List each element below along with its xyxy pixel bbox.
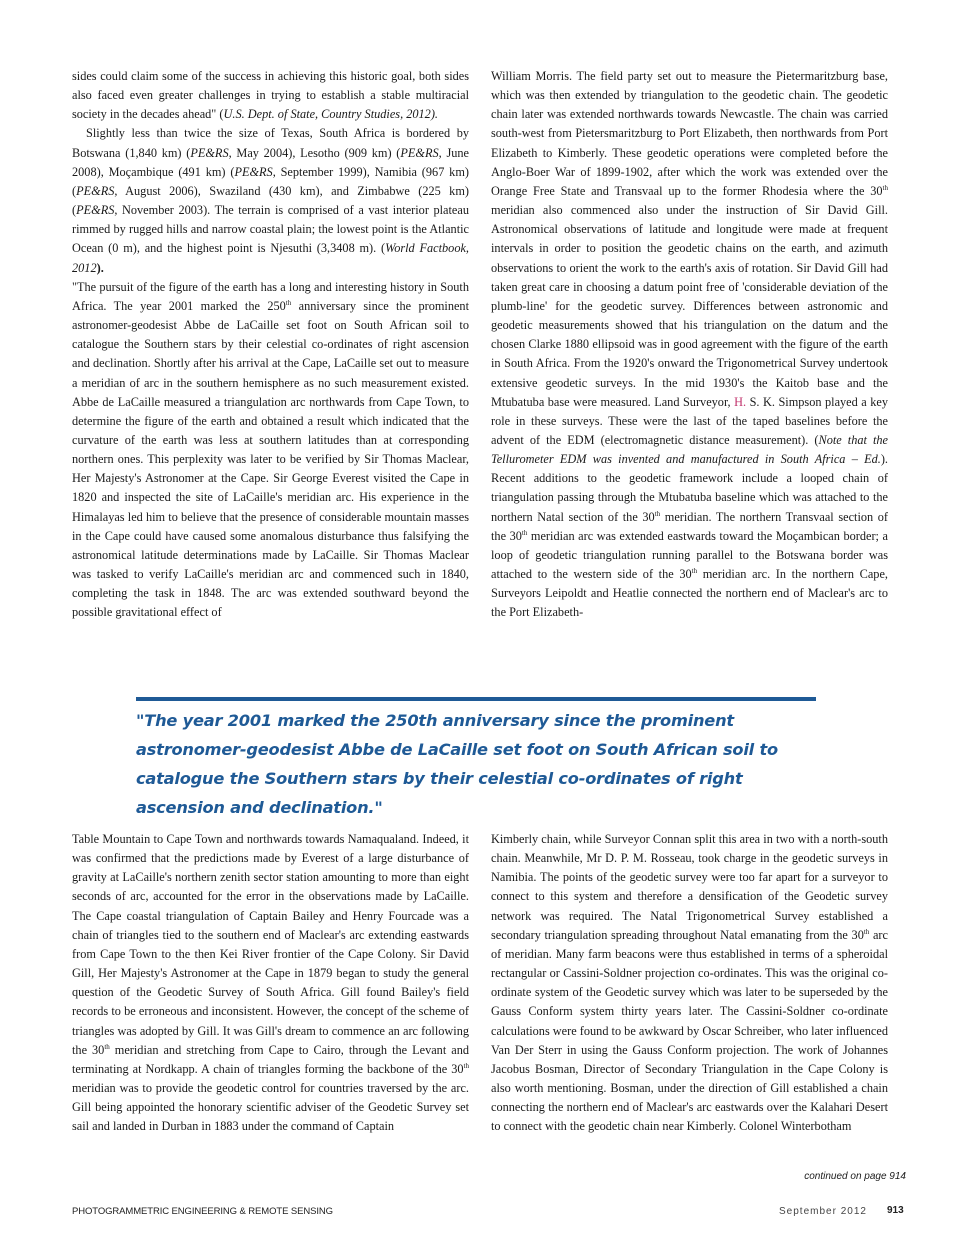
citation: PE&RS: [76, 183, 115, 198]
paragraph: Slightly less than twice the size of Texas, South Africa is bordered by Botswana (1,840 km) (PE&RS, May 2004), Lesotho (909 km) (PE&RS, June 2008), Moçambique (491 km) (PE&RS, September 1999), Namibia (967 km) (PE&RS, August 2006), Swaziland (430 km), and Zimbabwe (225 km) (PE&RS, November 2003). The terrain is comprised of a vast interior plateau rimmed by rugged hills and narrow coastal plain; the lowest point is the Atlantic Ocean (0 m), and the highest point is Njesuthi (3,3408 m). (World Factbook, 2012).: [72, 126, 469, 275]
paragraph: "The pursuit of the figure of the earth has a long and interesting history in South Africa. The year 2001 marked the 250th anniversary since the prominent astronomer-geodesist Abbe de LaCaille set foot on South African soil to catalogue the Southern stars by their celestial co-ordinates of right ascension and declination. Shortly after his arrival at the Cape, LaCaille set out to measure a meridian of arc in the southern hemisphere as no such measurement existed. Abbe de LaCaille measured a triangulation arc northwards from Cape Town, to determine the figure of the earth and obtained a result which indicated that the curvature of the earth was less at southern latitudes than at corresponding northern ones. This perplexity was later to be verified by Sir Thomas Maclear, Her Majesty's Astronomer at the Cape. Sir George Everest visited the Cape in 1820 and inspected the site of LaCaille's meridian arc. His experience in the Himalayas led him to believe that the presence of considerable mountain masses in the Cape could have caused some anomalous disturbance thus falsifying the astronomical latitude determinations made by LaCaille. Sir Thomas Maclear was tasked to verify LaCaille's meridian arc and commenced such in 1840, completing the task in 1848. The arc was extended southward beyond the possible gravitational effect of: [72, 279, 469, 620]
citation: PE&RS: [400, 145, 439, 160]
column-top-left: [72, 67, 469, 623]
citation: PE&RS: [190, 145, 229, 160]
column-bottom-left: [72, 830, 469, 1137]
paragraph: William Morris. The field party set out to measure the Pietermaritzburg base, which was then extended by triangulation to the geodetic chain. The geodetic chain later was extended northwards towards Newcastle. The chain was carried south-west from Pietersmaritzburg to Port Elizabeth, then northwards from Port Elizabeth to Kimberly. These geodetic operations were completed before the Anglo-Boer War of 1899-1902, after which the work was extended over the Orange Free State and Transvaal up to the former Rhodesia where the 30th meridian also commenced also under the instruction of Sir David Gill. Astronomical observations of latitude and longitude were made at frequent intervals in order to position the geodetic chains on the earth, and azimuth observations to orient the work to the earth's axis of rotation. Sir David Gill had taken great care in choosing a datum point free of 'considerable deviation of the plumb-line' for the geodetic survey. Differences between astronomic and geodetic measurements showed that his triangulation on the datum and the chosen Clarke 1880 ellipsoid was in good agreement with the figure of the earth in South Africa. From the 1920's onward the Trigonometrical Survey undertook extensive geodetic surveys. In the mid 1930's the Kaitob base and the Mtubatuba base were measured. Land Surveyor, H. S. K. Simpson played a key role in these surveys. These were the last of the taped baselines before the advent of the EDM (electromagnetic distance measurement). (Note that the Tellurometer EDM was invented and manufactured in South Africa – Ed.). Recent additions to the geodetic framework include a looped chain of triangulation passing through the Mtubatuba baseline which was attached to the northern Natal section of the 30th meridian. The northern Transvaal section of the 30th meridian arc was extended eastwards toward the Moçambican border; a loop of geodetic triangulation running parallel to the Botswana border was attached to the western side of the 30th meridian arc. In the northern Cape, Surveyors Leipoldt and Heatlie connected the northern end of Maclear's arc to the Port Elizabeth-: [491, 69, 888, 620]
editor-note: Note that the Tellurometer EDM was invented and manufactured in South Africa – Ed.: [491, 432, 888, 467]
pullquote-rule: [136, 697, 816, 701]
citation: U.S. Dept. of State, Country Studies, 2012).: [223, 107, 438, 122]
continued-note: continued on page 914: [804, 1171, 906, 1182]
citation: World Factbook, 2012: [72, 241, 469, 275]
paragraph: sides could claim some of the success in achieving this historic goal, both sides also faced even greater challenges in trying to establish a stable multiracial society in the decades ahead" (U.S. Dept. of State, Country Studies, 2012).: [72, 69, 469, 122]
pullquote: "The year 2001 marked the 250th anniversary since the prominent astronomer-geodesist Abbe de LaCaille set foot on South African soil to catalogue the Southern stars by their celestial co-ordinates of right ascension and declination.": [136, 711, 778, 817]
paragraph: Table Mountain to Cape Town and northwards towards Namaqualand. Indeed, it was confirmed that the predictions made by Everest of a large disturbance of gravity at LaCaille's northern zenith sector station amounting to more than eight seconds of arc, accounted for the error in the observations made by LaCaille. The Cape coastal triangulation of Captain Bailey and Henry Fourcade was a chain of triangles tied to the southern end of Maclear's arc extending eastwards from Cape Town to the then Kei River frontier of the Cape Colony. Sir David Gill, Her Majesty's Astronomer at the Cape in 1879 began to study the general question of the Geodetic Survey of South Africa. Gill found Bailey's field records to be erroneous and inconsistent. However, the concept of the scheme of triangles was adopted by Gill. It was Gill's dream to commence an arc following the 30th meridian and stretching from Cape to Cairo, through the Levant and terminating at Nordkapp. A chain of triangles forming the backbone of the 30th meridian was to provide the geodetic control for countries traversed by the arc. Gill being appointed the honorary scientific adviser of the Geodetic Survey set sail and landed in Durban in 1883 under the command of Captain: [72, 832, 469, 1134]
footer-date: September 2012: [779, 1206, 867, 1217]
author-initial-link: H.: [734, 394, 747, 409]
citation: PE&RS: [234, 164, 273, 179]
citation: PE&RS: [76, 203, 115, 218]
paragraph: Kimberly chain, while Surveyor Connan split this area in two with a north-south chain. Meanwhile, Mr D. P. M. Rosseau, took charge in the geodetic surveys in Namibia. The points of the geodetic survey were too far apart for a surveyor to connect to this system and therefore a densification of the Geodetic survey network was required. The Natal Trigonometrical Survey established a secondary triangulation spreading throughout Natal emanating from the 30th arc of meridian. Many farm beacons were thus established in terms of a spheroidal rectangular or Cassini-Soldner projection co-ordinates. This was the original co-ordinate system of the Geodetic survey which was later to be superseded by the Gauss Conform system thirty years later. The Cassini-Soldner co-ordinate calculations were found to be awkward by Oscar Schreiber, who later influenced Van Der Sterr in using the Gauss Conform projection. The work of Johannes Jacobus Bosman, Director of Secondary Triangulation in the Cape Colony is also worth mentioning. Bosman, under the direction of Gill established a chain connecting the northern end of Maclear's arc eastwards over the Kalahari Desert to connect with the geodetic chain near Kimberly. Colonel Winterbotham: [491, 832, 888, 1134]
page-number: 913: [887, 1205, 904, 1216]
column-bottom-right: [491, 830, 888, 1137]
footer-journal-title: PHOTOGRAMMETRIC ENGINEERING & REMOTE SENSING: [72, 1206, 333, 1217]
column-top-right: [491, 67, 888, 623]
